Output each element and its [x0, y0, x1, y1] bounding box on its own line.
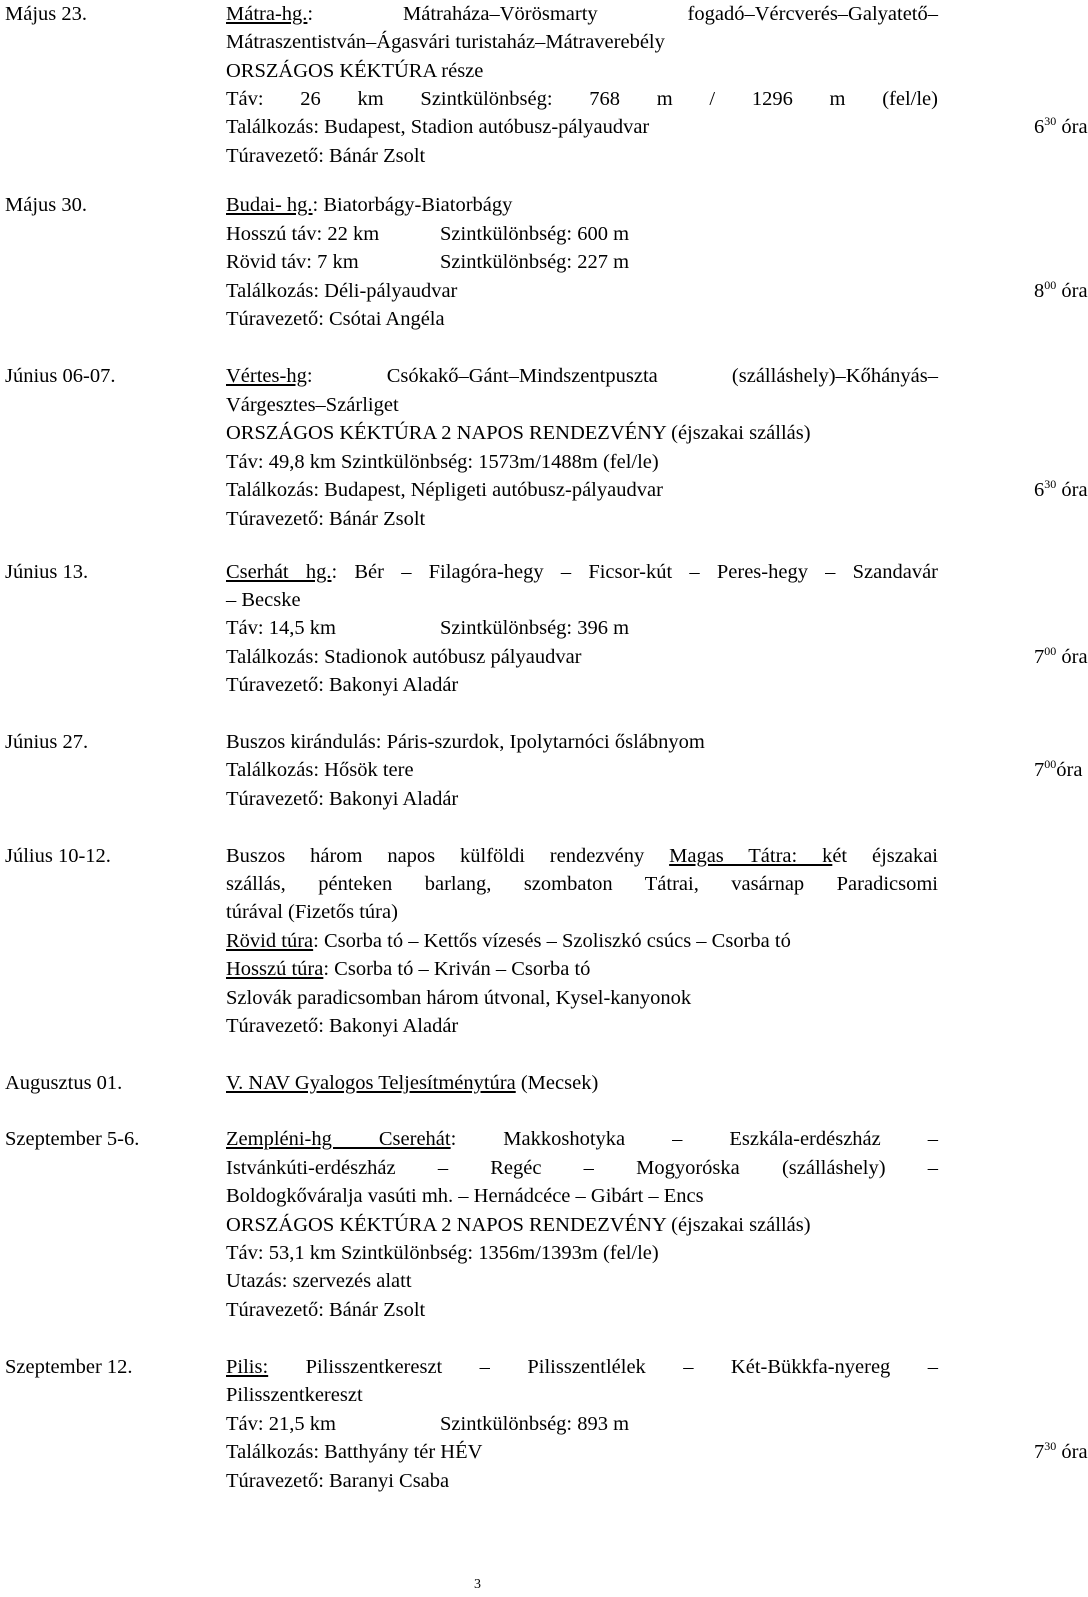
event-leader: Túravezető: Bánár Zsolt — [226, 145, 426, 167]
event-short-route: Rövid túra: Csorba tó – Kettős vízesés – Szoliszkó csúcs – Csorba tó — [226, 930, 791, 952]
region-name: Zempléni-hg Cserehát — [226, 1128, 451, 1150]
event-leader: Túravezető: Bánár Zsolt — [226, 508, 426, 530]
event-distance: Táv: 49,8 km Szintkülönbség: 1573m/1488m (fel/le) — [226, 451, 659, 473]
event-route: Mátra-hg.: Mátraháza–Vörösmarty fogadó–Vércverés–Galyatető– — [226, 3, 938, 25]
region-name: Mátra-hg. — [226, 3, 308, 25]
region-name: Cserhát hg. — [226, 561, 332, 583]
event-description: szállás, pénteken barlang, szombaton Tátrai, vasárnap Paradicsomi — [226, 873, 938, 895]
event-leader: Túravezető: Bakonyi Aladár — [226, 788, 459, 810]
event-date: Június 13. — [5, 561, 89, 583]
event-note: ORSZÁGOS KÉKTÚRA 2 NAPOS RENDEZVÉNY (éjszakai szállás) — [226, 1214, 811, 1236]
event-route: Vértes-hg: Csókakő–Gánt–Mindszentpuszta (szálláshely)–Kőhányás– — [226, 365, 938, 387]
event-date: Augusztus 01. — [5, 1072, 123, 1094]
event-distance: Táv: 21,5 km Szintkülönbség: 893 m — [226, 1413, 630, 1435]
page-number: 3 — [474, 1577, 481, 1592]
event-description: túrával (Fizetős túra) — [226, 901, 398, 923]
event-leader: Túravezető: Bánár Zsolt — [226, 1299, 426, 1321]
event-meeting: Találkozás: Budapest, Stadion autóbusz-pályaudvar $6^{30}$ óra — [226, 113, 938, 141]
event-date: Június 06-07. — [5, 365, 116, 387]
event-leader: Túravezető: Bakonyi Aladár — [226, 1015, 459, 1037]
event-route: – Becske — [226, 589, 301, 611]
event-leader: Túravezető: Bakonyi Aladár — [226, 674, 459, 696]
event-meeting: Találkozás: Budapest, Népligeti autóbusz-pályaudvar $6^{30}$ óra — [226, 476, 938, 504]
event-route: Mátraszentistván–Ágasvári turistaház–Mátraverebély — [226, 31, 665, 53]
event-route: Boldogkőváralja vasúti mh. – Hernádcéce – Gibárt – Encs — [226, 1185, 704, 1207]
event-title: Buszos kirándulás: Páris-szurdok, Ipolytarnóci őslábnyom — [226, 731, 705, 753]
event-meeting: Találkozás: Hősök tere $7^{00}óra$ — [226, 756, 938, 784]
region-name: Pilis: — [226, 1356, 269, 1378]
event-long-distance: Hosszú táv: 22 km Szintkülönbség: 600 m — [226, 223, 630, 245]
event-route: Pilisszentkereszt — [226, 1384, 363, 1406]
event-date: Szeptember 12. — [5, 1356, 133, 1378]
event-meeting: Találkozás: Stadionok autóbusz pályaudvar $7^{00}$ óra — [226, 643, 938, 671]
event-date: Május 23. — [5, 3, 87, 25]
event-meeting: Találkozás: Déli-pályaudvar $8^{00}$ óra — [226, 277, 938, 305]
event-title: V. NAV Gyalogos Teljesítménytúra (Mecsek) — [226, 1072, 599, 1094]
event-route: Budai- hg.: Biatorbágy-Biatorbágy — [226, 194, 513, 216]
event-date: Május 30. — [5, 194, 87, 216]
event-date: Július 10-12. — [5, 845, 111, 867]
region-name: Vértes-hg — [226, 365, 307, 387]
event-route: Istvánkúti-erdészház – Regéc – Mogyoróska (szálláshely) – — [226, 1157, 938, 1179]
event-time: $6^{30}$ óra — [1034, 477, 1088, 501]
event-time: $7^{00}óra$ — [1034, 757, 1083, 781]
event-intro: Buszos három napos külföldi rendezvény Magas Tátra: két éjszakai — [226, 845, 938, 867]
event-route: Zempléni-hg Cserehát: Makkoshotyka – Eszkála-erdészház – — [226, 1128, 938, 1150]
event-distance: Táv: 26 km Szintkülönbség: 768 m / 1296 m (fel/le) — [226, 88, 938, 110]
event-travel: Utazás: szervezés alatt — [226, 1270, 412, 1292]
event-leader: Túravezető: Csótai Angéla — [226, 308, 445, 330]
event-meeting: Találkozás: Batthyány tér HÉV $7^{30}$ óra — [226, 1438, 938, 1466]
event-distance: Táv: 53,1 km Szintkülönbség: 1356m/1393m (fel/le) — [226, 1242, 659, 1264]
event-route: Cserhát hg.: Bér – Filagóra-hegy – Ficsor-kút – Peres-hegy – Szandavár — [226, 561, 938, 583]
event-description: Szlovák paradicsomban három útvonal, Kysel-kanyonok — [226, 987, 692, 1009]
region-name: Budai- hg. — [226, 194, 313, 216]
event-time: $8^{00}$ óra — [1034, 278, 1088, 302]
event-distance: Táv: 14,5 km Szintkülönbség: 396 m — [226, 617, 630, 639]
event-leader: Túravezető: Baranyi Csaba — [226, 1470, 450, 1492]
event-note: ORSZÁGOS KÉKTÚRA 2 NAPOS RENDEZVÉNY (éjszakai szállás) — [226, 422, 811, 444]
event-note: ORSZÁGOS KÉKTÚRA része — [226, 60, 484, 82]
event-route: Várgesztes–Szárliget — [226, 394, 399, 416]
event-time: $7^{30}$ óra — [1034, 1439, 1088, 1463]
event-date: Június 27. — [5, 731, 89, 753]
event-time: $7^{00}$ óra — [1034, 644, 1088, 668]
event-route: Pilis: Pilisszentkereszt – Pilisszentlélek – Két-Bükkfa-nyereg – — [226, 1356, 938, 1378]
event-date: Szeptember 5-6. — [5, 1128, 140, 1150]
event-long-route: Hosszú túra: Csorba tó – Kriván – Csorba tó — [226, 958, 591, 980]
event-short-distance: Rövid táv: 7 km Szintkülönbség: 227 m — [226, 251, 630, 273]
event-time: $6^{30}$ óra — [1034, 114, 1088, 138]
